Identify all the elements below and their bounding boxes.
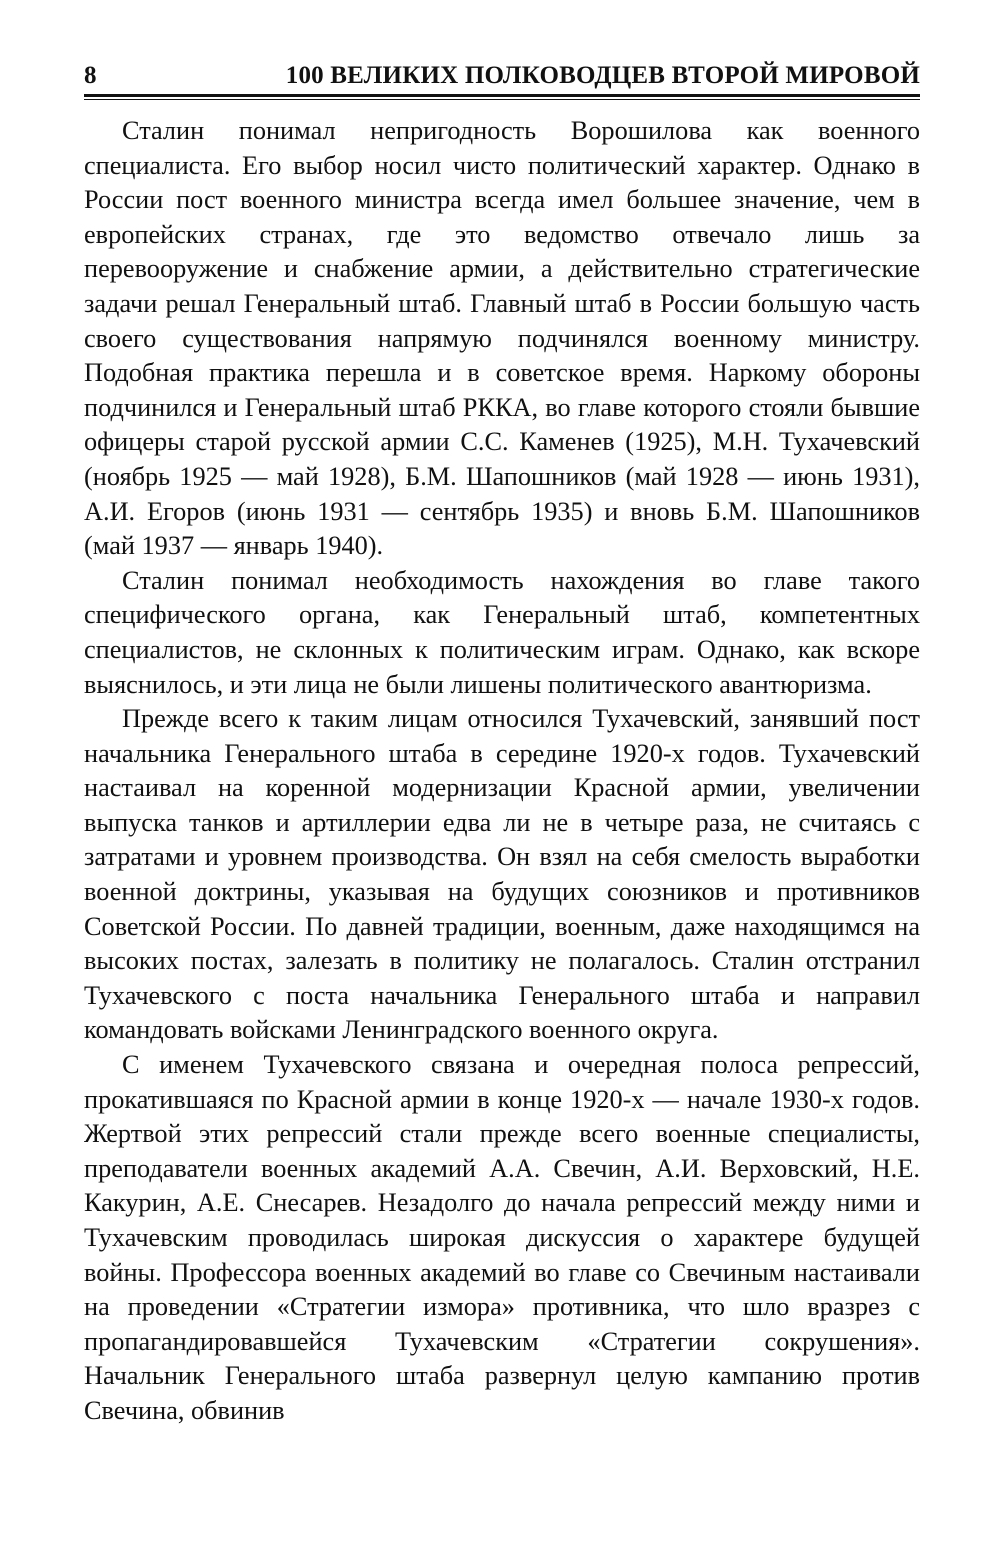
running-title: 100 ВЕЛИКИХ ПОЛКОВОДЦЕВ ВТОРОЙ МИРОВОЙ [285,62,920,89]
body-text [84,114,920,1429]
header-rule-thick [84,94,920,97]
running-header [84,62,920,92]
book-page [84,62,920,1429]
paragraph-1: Сталин понимал непригодность Ворошилова как военного специалиста. Его выбор носил чисто политический характер. Однако в России пост военного министра всегда имел большее значение, чем в европейских странах, где это ведомство отвечало лишь за перевооружение и снабжение армии, а действительно стратегические задачи решал Генеральный штаб. Главный штаб в России большую часть своего существования напрямую подчинялся военному министру. Подобная практика перешла и в советское время. Наркому обороны подчинился и Генеральный штаб РККА, во главе которого стояли бывшие офицеры старой русской армии С.С. Каменев (1925), М.Н. Тухачевский (ноябрь 1925 — май 1928), Б.М. Шапошников (май 1928 — июнь 1931), А.И. Егоров (июнь 1931 — сентябрь 1935) и вновь Б.М. Шапошников (май 1937 — январь 1940). [84,116,920,561]
paragraph-2: Сталин понимал необходимость нахождения во главе такого специфического органа, как Генеральный штаб, компетентных специалистов, не склонных к политическим играм. Однако, как вскоре выяснилось, и эти лица не были лишены политического авантюризма. [84,565,920,699]
header-rule-thin [84,99,920,100]
paragraph-4: С именем Тухачевского связана и очередная полоса репрессий, прокатившаяся по Красной армии в конце 1920-х — начале 1930-х годов. Жертвой этих репрессий стали прежде всего военные специалисты, преподаватели военных академий А.А. Свечин, А.И. Верховский, Н.Е. Какурин, А.Е. Снесарев. Незадолго до начала репрессий между ними и Тухачевским проводилась широкая дискуссия о характере будущей войны. Профессора военных академий во главе со Свечиным настаивали на проведении «Стратегии измора» противника, что шло вразрез с пропагандировавшейся Тухачевским «Стратегии сокрушения». Начальник Генерального штаба развернул целую кампанию против Свечина, обвинив [84,1050,920,1425]
page-number: 8 [84,62,97,89]
paragraph-3: Прежде всего к таким лицам относился Тухачевский, занявший пост начальника Генерального штаба в середине 1920-х годов. Тухачевский настаивал на коренной модернизации Красной армии, увеличении выпуска танков и артиллерии едва ли не в четыре раза, не считаясь с затратами и уровнем производства. Он взял на себя смелость выработки военной доктрины, указывая на будущих союзников и противников Советской России. По давней традиции, военным, даже находящимся на высоких постах, залезать в политику не полагалось. Сталин отстранил Тухачевского с поста начальника Генерального штаба и направил командовать войсками Ленинградского военного округа. [84,704,920,1045]
